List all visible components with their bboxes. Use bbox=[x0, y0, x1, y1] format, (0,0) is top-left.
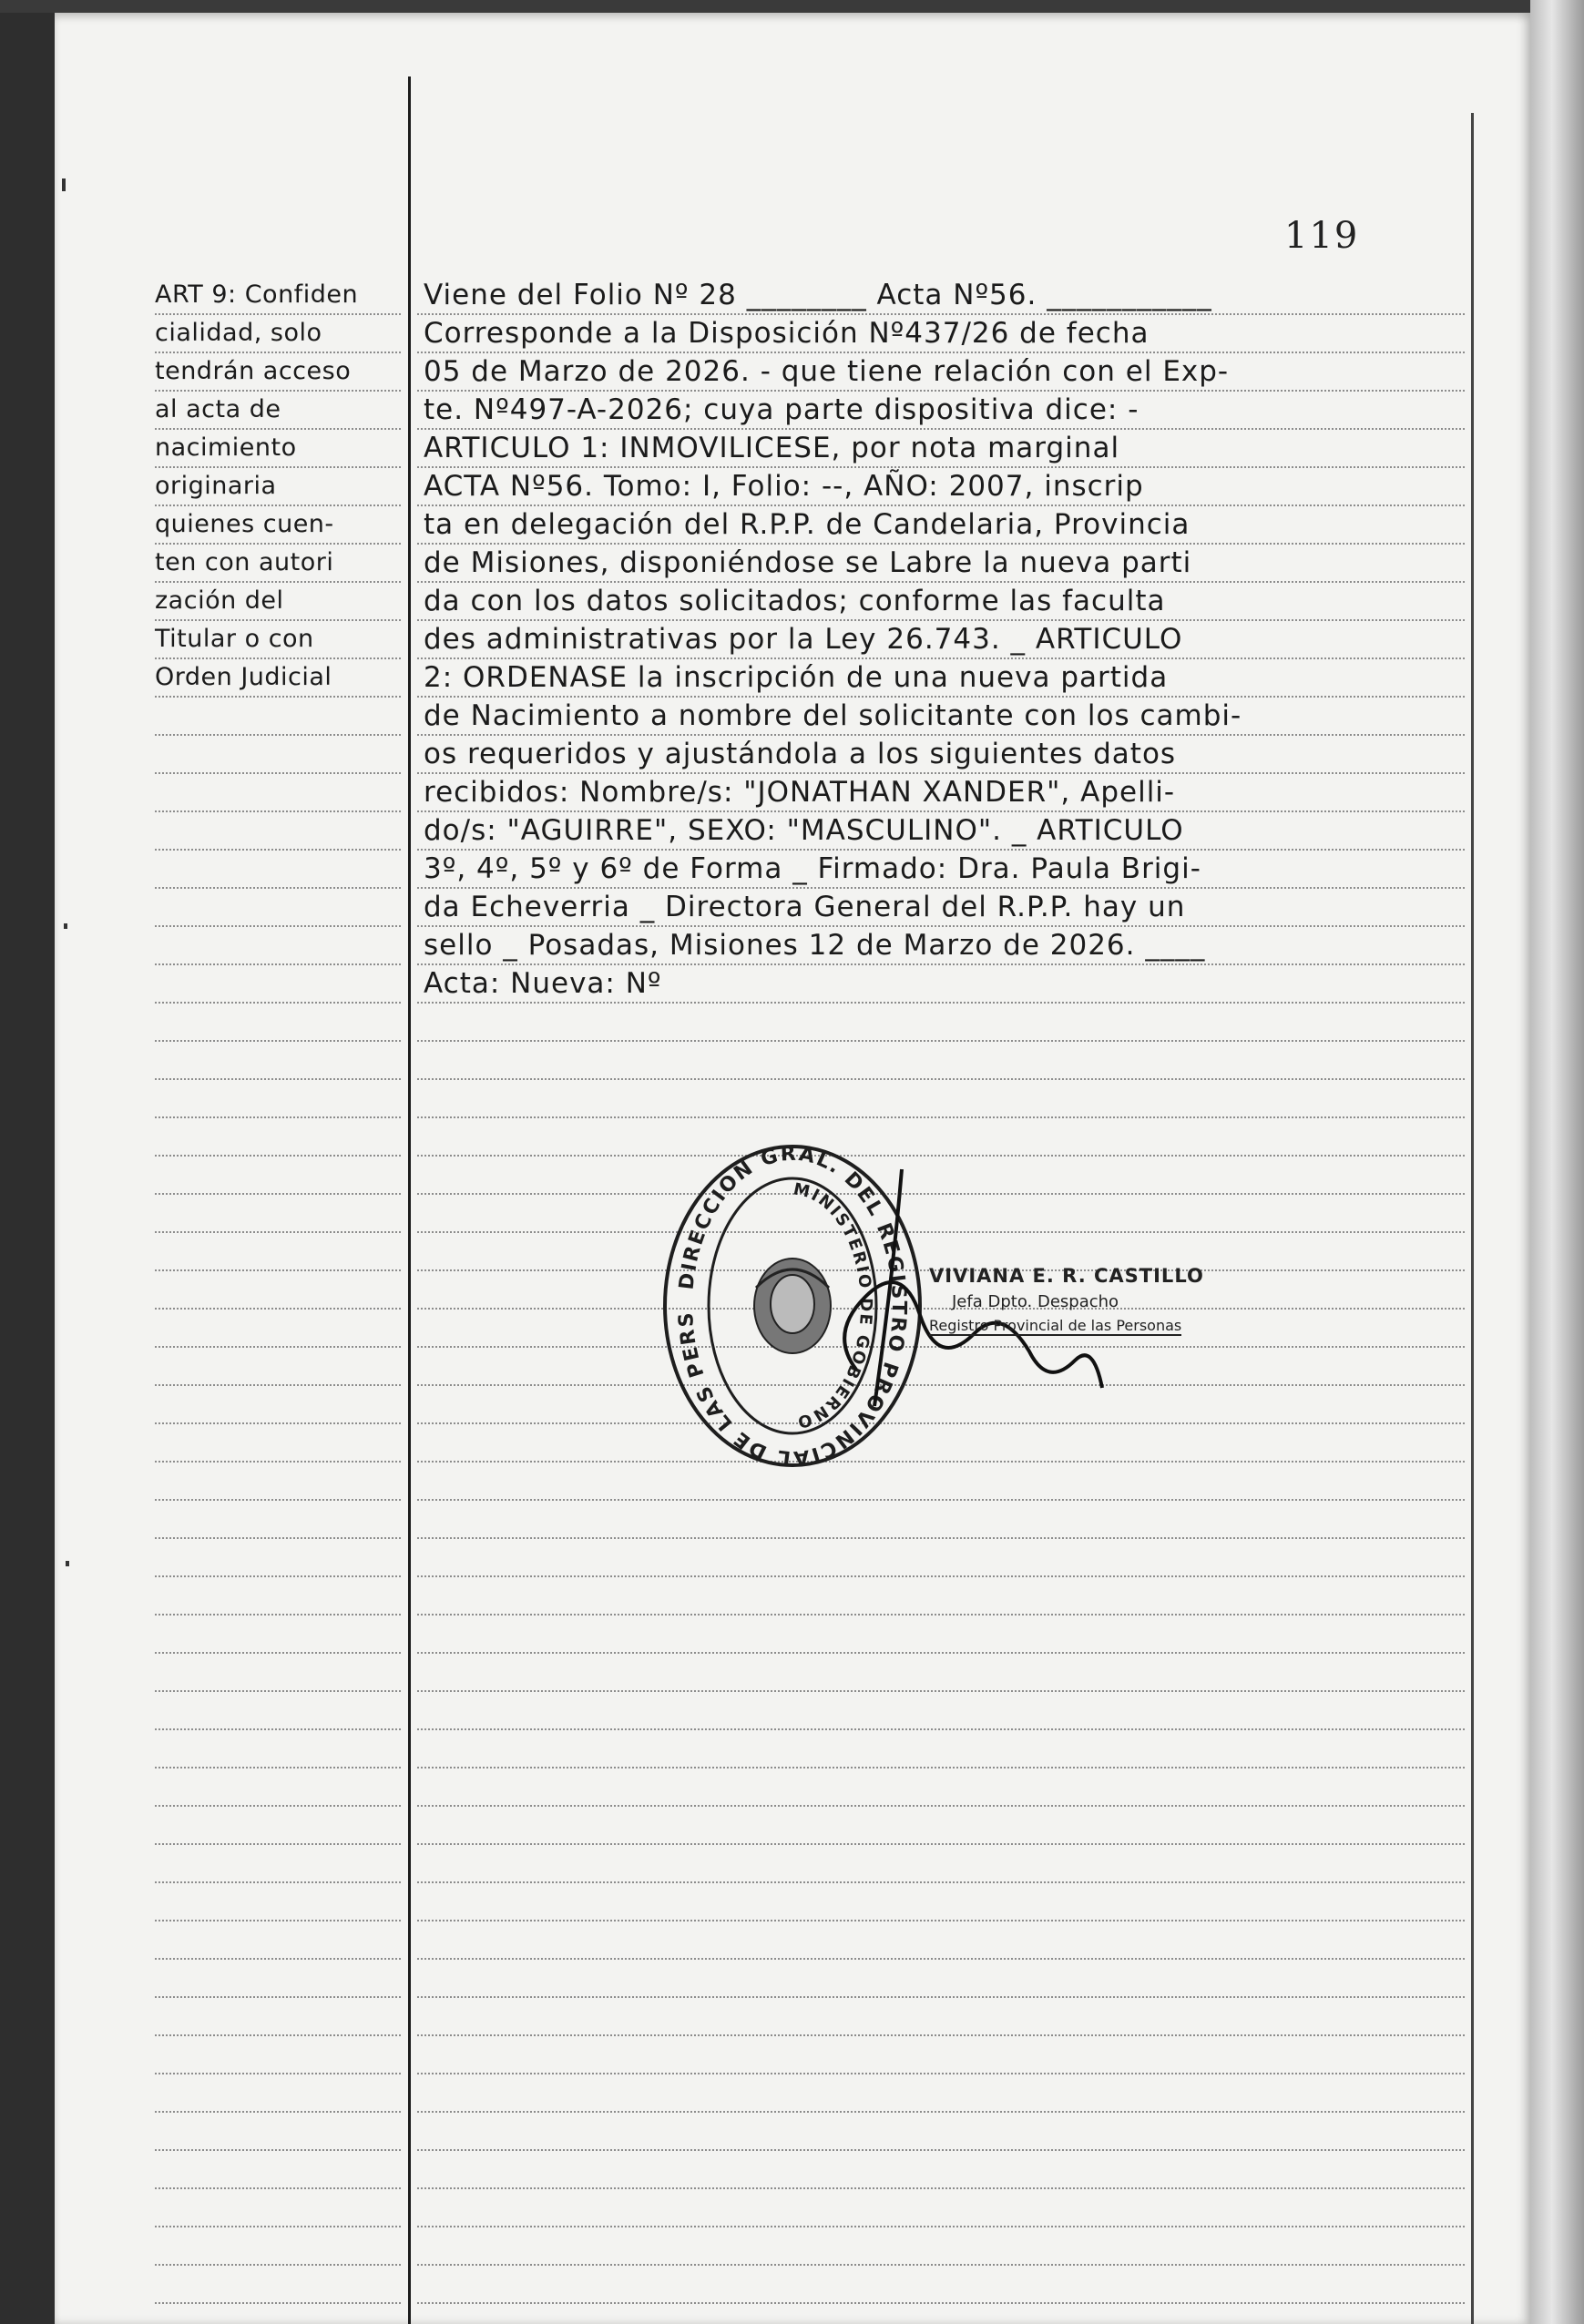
ruled-line bbox=[417, 1881, 1465, 1883]
entry-line: Viene del Folio Nº 28 ________ Acta Nº56. ___________ bbox=[424, 279, 1212, 311]
ruled-line bbox=[417, 543, 1465, 545]
ruled-line bbox=[155, 1269, 401, 1271]
entry-line: 05 de Marzo de 2026. - que tiene relación con el Exp- bbox=[424, 355, 1230, 388]
ruled-line bbox=[155, 1422, 401, 1424]
ruled-line bbox=[155, 734, 401, 736]
ruled-line bbox=[155, 2073, 401, 2074]
signatory-office: Registro Provincial de las Personas bbox=[929, 1317, 1182, 1334]
ruled-line bbox=[155, 1155, 401, 1157]
ruled-line bbox=[155, 1537, 401, 1539]
ruled-line bbox=[155, 2034, 401, 2036]
ruled-line bbox=[417, 810, 1465, 812]
ruled-line bbox=[155, 1193, 401, 1195]
ruled-line bbox=[417, 1958, 1465, 1960]
signatory-title: Jefa Dpto. Despacho bbox=[952, 1292, 1119, 1311]
ruled-line bbox=[155, 1040, 401, 1042]
ruled-line bbox=[155, 696, 401, 698]
entry-line: 3º, 4º, 5º y 6º de Forma _ Firmado: Dra. Paula Brigi- bbox=[424, 852, 1201, 885]
ruled-line bbox=[417, 2149, 1465, 2151]
ruled-line bbox=[155, 849, 401, 851]
ruled-line bbox=[155, 887, 401, 889]
ruled-line bbox=[417, 1537, 1465, 1539]
margin-note-line: al acta de bbox=[155, 395, 281, 423]
binding-mark bbox=[62, 178, 66, 191]
ruled-line bbox=[155, 810, 401, 812]
register-page bbox=[55, 13, 1530, 2324]
ruled-line bbox=[155, 1996, 401, 1998]
official-seal-icon bbox=[638, 1142, 1239, 1470]
ruled-line bbox=[417, 1614, 1465, 1616]
entry-line: Corresponde a la Disposición Nº437/26 de fecha bbox=[424, 317, 1150, 350]
binding-mark bbox=[66, 1561, 69, 1566]
margin-note-line: nacimiento bbox=[155, 433, 297, 462]
ruled-line bbox=[417, 657, 1465, 659]
ruled-line bbox=[417, 2073, 1465, 2074]
margin-note-line: Orden Judicial bbox=[155, 663, 332, 691]
ruled-line bbox=[417, 734, 1465, 736]
ruled-line bbox=[155, 1728, 401, 1730]
entry-line: ARTICULO 1: INMOVILICESE, por nota marginal bbox=[424, 432, 1120, 464]
ruled-line bbox=[417, 2264, 1465, 2266]
entry-line: 2: ORDENASE la inscripción de una nueva partida bbox=[424, 661, 1169, 694]
entry-line: de Misiones, disponiéndose se Labre la nueva parti bbox=[424, 546, 1192, 579]
ruled-line bbox=[417, 1690, 1465, 1692]
ruled-line bbox=[155, 2187, 401, 2189]
ruled-line bbox=[155, 390, 401, 392]
book-edge bbox=[1530, 0, 1584, 2324]
entry-line: ta en delegación del R.P.P. de Candelaria, Provincia bbox=[424, 508, 1191, 541]
ruled-line bbox=[155, 428, 401, 430]
ruled-line bbox=[417, 1040, 1465, 1042]
seal-outer-text: DIRECCION GRAL. DEL REGISTRO PROVINCIAL DE LAS PERS bbox=[674, 1142, 911, 1470]
ruled-line bbox=[155, 505, 401, 506]
ruled-line bbox=[417, 352, 1465, 353]
ruled-line bbox=[417, 390, 1465, 392]
ruled-line bbox=[155, 1958, 401, 1960]
page-number: 119 bbox=[1284, 215, 1360, 257]
ruled-line bbox=[155, 1078, 401, 1080]
ruled-line bbox=[417, 2187, 1465, 2189]
entry-line: sello _ Posadas, Misiones 12 de Marzo de 2026. ____ bbox=[424, 929, 1206, 962]
ruled-line bbox=[417, 2226, 1465, 2227]
binding-mark bbox=[64, 923, 67, 929]
ruled-line bbox=[155, 1767, 401, 1768]
margin-note-line: tendrán acceso bbox=[155, 357, 352, 385]
ruled-line bbox=[417, 1843, 1465, 1845]
entry-line: te. Nº497-A-2026; cuya parte dispositiva dice: - bbox=[424, 393, 1139, 426]
ruled-line bbox=[417, 1078, 1465, 1080]
ruled-line bbox=[417, 581, 1465, 583]
margin-note-line: zación del bbox=[155, 586, 284, 615]
margin-note-line: originaria bbox=[155, 472, 277, 500]
ruled-line bbox=[417, 1728, 1465, 1730]
margin-note-line: ten con autori bbox=[155, 548, 334, 576]
seal-inner-text: MINISTERIO DE GOBIERNO bbox=[792, 1179, 876, 1432]
entry-line: os requeridos y ajustándola a los siguientes datos bbox=[424, 738, 1177, 770]
ruled-line bbox=[155, 2226, 401, 2227]
ruled-line bbox=[155, 619, 401, 621]
entry-line: de Nacimiento a nombre del solicitante con los cambi- bbox=[424, 699, 1242, 732]
ruled-line bbox=[155, 1308, 401, 1310]
ruled-line bbox=[155, 772, 401, 774]
ruled-line bbox=[155, 1920, 401, 1921]
ruled-line bbox=[155, 1805, 401, 1807]
margin-note-line: cialidad, solo bbox=[155, 319, 322, 347]
ruled-line bbox=[155, 1002, 401, 1004]
entry-line: Acta: Nueva: Nº bbox=[424, 967, 662, 1000]
ruled-line bbox=[155, 1346, 401, 1348]
ruled-line bbox=[155, 1116, 401, 1118]
ruled-line bbox=[155, 1384, 401, 1386]
ruled-line bbox=[155, 1461, 401, 1463]
ruled-line bbox=[417, 1116, 1465, 1118]
ruled-line bbox=[417, 1575, 1465, 1577]
official-stamp-and-signature bbox=[638, 1142, 1239, 1470]
ruled-line bbox=[155, 581, 401, 583]
ruled-line bbox=[417, 849, 1465, 851]
entry-line: da Echeverria _ Directora General del R.P.P. hay un bbox=[424, 891, 1186, 923]
ruled-line bbox=[417, 1652, 1465, 1654]
ruled-line bbox=[155, 2264, 401, 2266]
ruled-line bbox=[417, 696, 1465, 698]
ruled-line bbox=[155, 1690, 401, 1692]
margin-note-line: Titular o con bbox=[155, 625, 314, 653]
ruled-line bbox=[417, 1767, 1465, 1768]
ruled-line bbox=[417, 887, 1465, 889]
ruled-line bbox=[155, 1614, 401, 1616]
ruled-line bbox=[417, 428, 1465, 430]
ruled-line bbox=[155, 1499, 401, 1501]
ruled-line bbox=[417, 1805, 1465, 1807]
ruled-line bbox=[155, 466, 401, 468]
ruled-line bbox=[417, 1002, 1465, 1004]
ruled-line bbox=[155, 1231, 401, 1233]
scan-top-border bbox=[0, 0, 1584, 13]
ruled-line bbox=[155, 1575, 401, 1577]
ruled-line bbox=[155, 925, 401, 927]
ruled-line bbox=[155, 2302, 401, 2304]
entry-line: des administrativas por la Ley 26.743. _ ARTICULO bbox=[424, 623, 1183, 656]
margin-divider-line bbox=[408, 76, 411, 2324]
signatory-name: VIVIANA E. R. CASTILLO bbox=[929, 1265, 1204, 1287]
ruled-line bbox=[417, 505, 1465, 506]
ruled-line bbox=[155, 657, 401, 659]
ruled-line bbox=[417, 2034, 1465, 2036]
ruled-line bbox=[155, 1881, 401, 1883]
entry-line: recibidos: Nombre/s: "JONATHAN XANDER", Apelli- bbox=[424, 776, 1176, 809]
ruled-line bbox=[155, 1652, 401, 1654]
ruled-line bbox=[417, 313, 1465, 315]
margin-note-line: quienes cuen- bbox=[155, 510, 334, 538]
entry-line: da con los datos solicitados; conforme las faculta bbox=[424, 585, 1166, 617]
ruled-line bbox=[155, 543, 401, 545]
entry-line: ACTA Nº56. Tomo: I, Folio: --, AÑO: 2007, inscrip bbox=[424, 470, 1144, 503]
ruled-line bbox=[417, 619, 1465, 621]
ruled-line bbox=[417, 925, 1465, 927]
ruled-line bbox=[417, 963, 1465, 965]
ruled-line bbox=[417, 466, 1465, 468]
ruled-line bbox=[417, 772, 1465, 774]
right-border-line bbox=[1471, 113, 1474, 2324]
ruled-line bbox=[155, 1843, 401, 1845]
margin-note-line: ART 9: Confiden bbox=[155, 280, 359, 309]
entry-line: do/s: "AGUIRRE", SEXO: "MASCULINO". _ ARTICULO bbox=[424, 814, 1184, 847]
ruled-line bbox=[155, 963, 401, 965]
ruled-line bbox=[155, 313, 401, 315]
ruled-line bbox=[155, 2111, 401, 2113]
ruled-line bbox=[155, 2149, 401, 2151]
ruled-line bbox=[155, 352, 401, 353]
ruled-line bbox=[417, 1920, 1465, 1921]
ruled-line bbox=[417, 1499, 1465, 1501]
ruled-line bbox=[417, 2302, 1465, 2304]
ruled-line bbox=[417, 1996, 1465, 1998]
ruled-line bbox=[417, 2111, 1465, 2113]
